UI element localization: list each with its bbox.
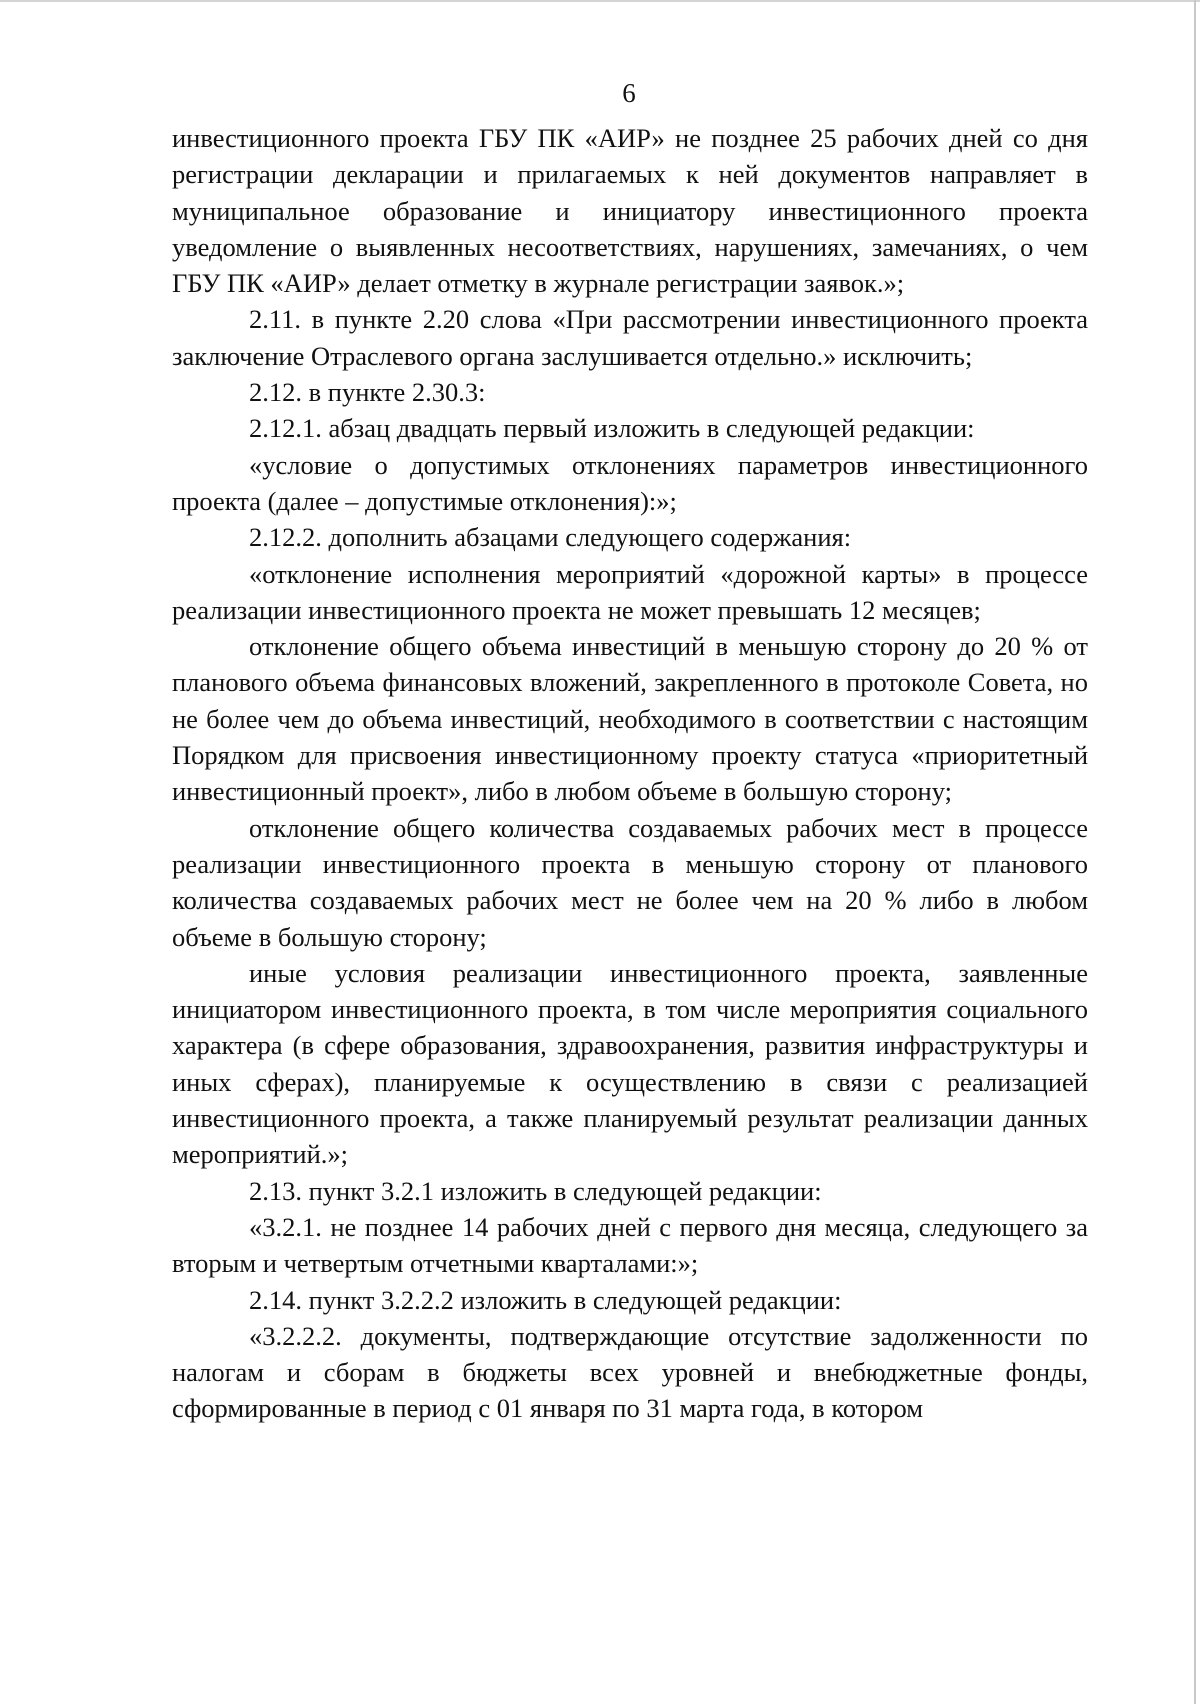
paragraph: иные условия реализации инвестиционного проекта, заявленные инициатором инвестиционного проекта, в том числе мероприятия социального характера (в сфере образования, здравоохранения, развития инфраструктуры и иных сферах), планируемые к осуществлению в связи с реализацией инвестиционного проекта, а также планируемый результат реализации данных мероприятий.»; [172,957,1088,1170]
paragraph: «3.2.2.2. документы, подтверждающие отсутствие задолженности по налогам и сборам в бюджеты всех уровней и внебюджетные фонды, сформированные в период с 01 января по 31 марта года, в котором [172,1320,1088,1424]
paragraph: «отклонение исполнения мероприятий «дорожной карты» в процессе реализации инвестиционного проекта не может превышать 12 месяцев; [172,558,1088,625]
page-number: 6 [622,78,636,108]
paragraph: отклонение общего количества создаваемых рабочих мест в процессе реализации инвестиционного проекта в меньшую сторону от планового количества создаваемых рабочих мест не более чем на 20 % либо в любом объеме в большую сторону; [172,812,1088,952]
paragraph: 2.11. в пункте 2.20 слова «При рассмотрении инвестиционного проекта заключение Отраслевого органа заслушивается отдельно.» исключить; [172,304,1088,371]
page-top-edge [0,0,1200,2]
paragraph: инвестиционного проекта ГБУ ПК «АИР» не позднее 25 рабочих дней со дня регистрации декларации и прилагаемых к ней документов направляет в муниципальное образование и инициатору инвестиционного проекта уведомление о выявленных несоответствиях, нарушениях, замечаниях, о чем ГБУ ПК «АИР» делает отметку в журнале регистрации заявок.»; [172,123,1088,299]
paragraph: 2.14. пункт 3.2.2.2 изложить в следующей редакции: [249,1284,842,1315]
page-right-edge [1194,0,1196,1704]
paragraph: 2.12.1. абзац двадцать первый изложить в следующей редакции: [249,413,975,444]
paragraph: 2.12.2. дополнить абзацами следующего содержания: [249,522,852,553]
paragraph: «3.2.1. не позднее 14 рабочих дней с первого дня месяца, следующего за вторым и четвертым отчетными кварталами:»; [172,1211,1088,1279]
paragraph: «условие о допустимых отклонениях параметров инвестиционного проекта (далее – допустимые отклонения):»; [172,449,1088,516]
paragraph: 2.13. пункт 3.2.1 изложить в следующей редакции: [249,1175,822,1206]
document-body [172,120,1088,1427]
paragraph: отклонение общего объема инвестиций в меньшую сторону до 20 % от планового объема финансовых вложений, закрепленного в протоколе Совета, но не более чем до объема инвестиций, необходимого в соответствии с настоящим Порядком для присвоения инвестиционному проекту статуса «приоритетный инвестиционный проект», либо в любом объеме в большую сторону; [172,631,1088,807]
paragraph: 2.12. в пункте 2.30.3: [249,377,486,408]
